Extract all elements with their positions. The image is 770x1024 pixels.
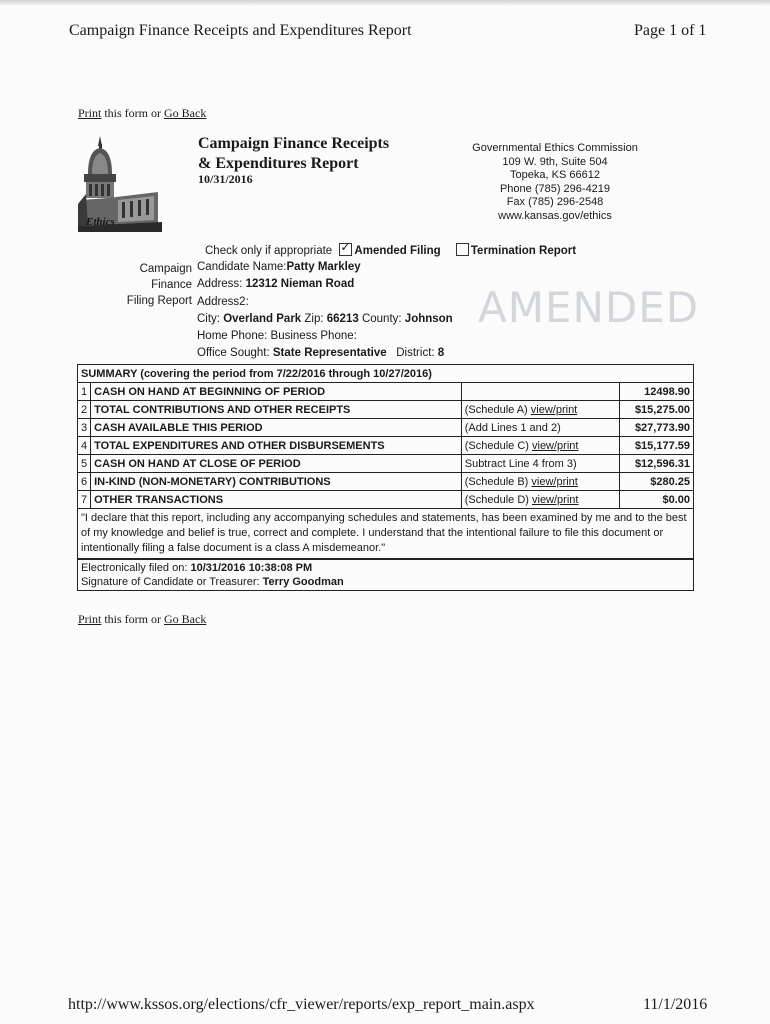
summary-row [78,491,694,509]
signature-line [81,575,690,589]
schedule-reference: (Schedule A) [464,403,531,416]
summary-row [78,455,694,473]
scan-top-edge [0,0,770,6]
district-label: District: [396,347,435,359]
summary-row-number: 2 [78,401,91,419]
summary-row-number: 7 [78,491,91,509]
summary-row-number: 3 [78,419,91,437]
report-title [198,134,389,174]
county-value: Johnson [404,313,453,325]
office-label: Office Sought: [197,347,270,359]
view-print-link[interactable]: view/print [532,493,579,506]
print-footer-date: 11/1/2016 [643,996,708,1013]
summary-row-schedule [461,455,620,473]
summary-row [78,401,694,419]
summary-header-row [78,365,694,383]
go-back-link-bottom[interactable]: Go Back [164,612,207,626]
summary-heading: SUMMARY (covering the period from 7/22/2016 through 10/27/2016) [78,365,694,383]
summary-row-amount: 12498.90 [620,383,694,401]
summary-row [78,419,694,437]
county-label: County: [361,313,402,325]
summary-row-label: OTHER TRANSACTIONS [91,491,462,509]
nav-connector-text: this form or [101,106,165,120]
summary-row-amount: $12,596.31 [620,455,694,473]
signature-value: Terry Goodman [262,576,344,588]
business-phone-label: Business Phone: [270,330,357,342]
candidate-name-label: Candidate Name: [197,261,287,273]
summary-row-label: CASH ON HAND AT BEGINNING OF PERIOD [91,383,462,401]
summary-row-schedule [461,383,620,401]
phone-line [197,330,357,342]
summary-row-schedule [461,401,620,419]
commission-city: Topeka, KS 66612 [510,169,600,181]
office-line [197,347,444,359]
side-label-line1: Campaign Finance [139,263,192,291]
termination-report-checkbox[interactable] [456,243,469,256]
summary-row-number: 4 [78,437,91,455]
candidate-name-value: Patty Markley [286,261,361,273]
home-phone-label: Home Phone: [197,330,268,342]
commission-address-block [470,142,640,223]
amended-stamp: AMENDED [478,283,700,332]
summary-row-amount: $280.25 [620,473,694,491]
summary-row-label: IN-KIND (NON-MONETARY) CONTRIBUTIONS [91,473,462,491]
commission-website: www.kansas.gov/ethics [498,209,612,222]
summary-row-amount: $15,177.59 [620,437,694,455]
commission-fax: Fax (785) 296-2548 [506,196,604,208]
filed-on-line [81,561,690,575]
summary-row-label: TOTAL CONTRIBUTIONS AND OTHER RECEIPTS [91,401,462,419]
address-label: Address: [197,278,243,290]
report-date: 10/31/2016 [198,172,253,186]
print-link[interactable]: Print [78,106,102,120]
address-line [197,278,354,290]
summary-row [78,383,694,401]
filed-on-value: 10/31/2016 10:38:08 PM [190,562,313,574]
commission-name: Governmental Ethics Commission [472,142,638,154]
summary-row-number: 5 [78,455,91,473]
report-title-line1: Campaign Finance Receipts [198,135,390,152]
termination-report-label: Termination Report [470,245,577,257]
side-label-line2: Filing Report [126,295,192,307]
commission-phone: Phone (785) 296-4219 [499,182,611,195]
office-value: State Representative [272,347,387,359]
candidate-name-line [197,261,361,273]
summary-row-label: CASH ON HAND AT CLOSE OF PERIOD [91,455,462,473]
summary-row-amount: $0.00 [620,491,694,509]
print-link-bottom[interactable]: Print [78,612,102,626]
summary-row-schedule [461,473,620,491]
go-back-link[interactable]: Go Back [164,106,207,120]
top-nav-line [78,106,206,121]
district-value: 8 [437,347,445,359]
report-title-line2: & Expenditures Report [198,155,359,172]
summary-row-number: 6 [78,473,91,491]
print-footer-url: http://www.kssos.org/elections/cfr_viewer/reports/exp_report_main.aspx [68,996,535,1013]
summary-row-label: CASH AVAILABLE THIS PERIOD [91,419,462,437]
address2-label: Address2: [197,296,249,308]
view-print-link[interactable]: view/print [532,439,579,452]
address2-line [197,296,249,308]
summary-row-amount: $27,773.90 [620,419,694,437]
summary-row [78,473,694,491]
summary-row-schedule [461,437,620,455]
schedule-reference: (Schedule C) [464,439,532,452]
nav-connector-text-bottom: this form or [101,612,165,626]
amended-filing-label: Amended Filing [354,245,441,257]
filing-type-checkboxes [205,243,576,257]
seal-ethics-text: Ethics [86,216,115,228]
efiling-block [77,559,694,591]
check-prompt: Check only if appropriate [205,245,333,257]
bottom-nav-line [78,612,206,627]
summary-row-number: 1 [78,383,91,401]
declaration-text: "I declare that this report, including any accompanying schedules and statements, has been examined by me and to the best of my knowledge and belief is true, correct and complete. I understand that the intentional failure to file this document or intentionally filing a false document is a class A misdemeanor." [77,509,694,559]
filed-on-label: Electronically filed on: [81,562,188,574]
zip-value: 66213 [326,313,359,325]
summary-table [77,364,694,509]
city-value: Overland Park [223,313,302,325]
city-zip-county-line [197,313,453,325]
summary-row-label: TOTAL EXPENDITURES AND OTHER DISBURSEMENTS [91,437,462,455]
address-value: 12312 Nieman Road [245,278,355,290]
summary-row-amount: $15,275.00 [620,401,694,419]
summary-row [78,437,694,455]
print-header-page-number: Page 1 of 1 [634,22,707,39]
kansas-ethics-seal-logo [78,134,162,232]
amended-filing-checkbox[interactable] [339,243,352,256]
city-label: City: [197,313,220,325]
schedule-reference: (Schedule B) [464,475,532,488]
schedule-reference: (Schedule D) [464,493,532,506]
schedule-reference: Subtract Line 4 from 3) [464,457,577,470]
view-print-link[interactable]: view/print [530,403,578,416]
summary-section [77,364,694,591]
campaign-finance-filing-label [96,261,192,309]
view-print-link[interactable]: view/print [531,475,578,488]
schedule-reference: (Add Lines 1 and 2) [464,421,561,434]
print-header-title: Campaign Finance Receipts and Expenditures Report [69,22,412,39]
summary-row-schedule [461,491,620,509]
commission-street: 109 W. 9th, Suite 504 [502,155,608,168]
summary-row-schedule [461,419,620,437]
zip-label: Zip: [304,313,324,325]
signature-label: Signature of Candidate or Treasurer: [81,576,260,588]
